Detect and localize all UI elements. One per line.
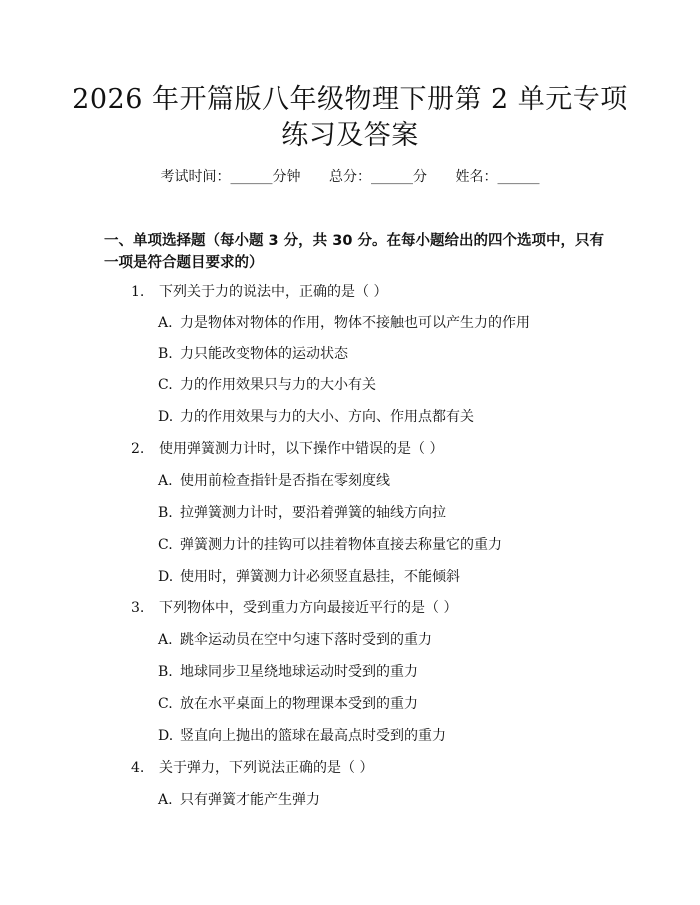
option-letter: C. — [158, 696, 173, 712]
option-1b — [158, 344, 348, 364]
option-text: 地球同步卫星绕地球运动时受到的重力 — [180, 664, 418, 680]
option-text: 力是物体对物体的作用，物体不接触也可以产生力的作用 — [180, 315, 530, 331]
question-number: 2. — [131, 441, 145, 457]
option-letter: A. — [158, 632, 173, 648]
question-4 — [131, 758, 373, 778]
question-number: 3. — [131, 600, 145, 616]
question-number: 4. — [131, 760, 145, 776]
question-3 — [131, 598, 457, 618]
option-letter: A. — [158, 792, 173, 808]
option-letter: A. — [158, 315, 173, 331]
option-2b — [158, 503, 446, 523]
section-heading: 一、单项选择题（每小题 3 分，共 30 分。在每小题给出的四个选项中，只有一项是符合题目要求的） — [104, 233, 604, 271]
option-letter: C. — [158, 537, 173, 553]
option-3b — [158, 662, 418, 682]
option-text: 弹簧测力计的挂钩可以挂着物体直接去称量它的重力 — [180, 537, 502, 553]
option-letter: A. — [158, 473, 173, 489]
option-letter: D. — [158, 728, 174, 744]
option-1c — [158, 375, 376, 395]
question-1 — [131, 282, 387, 302]
option-text: 力的作用效果只与力的大小有关 — [180, 377, 376, 393]
option-text: 只有弹簧才能产生弹力 — [180, 792, 320, 808]
option-2d — [158, 567, 460, 587]
option-4a — [158, 790, 320, 810]
document-title-line-1: 2026 年开篇版八年级物理下册第 2 单元专项 — [72, 84, 628, 115]
option-text: 放在水平桌面上的物理课本受到的重力 — [180, 696, 418, 712]
option-3d — [158, 726, 446, 746]
question-2 — [131, 439, 443, 459]
option-text: 力只能改变物体的运动状态 — [180, 346, 348, 362]
question-text: 下列物体中，受到重力方向最接近平行的是（ ） — [159, 600, 458, 616]
question-text: 使用弹簧测力计时，以下操作中错误的是（ ） — [159, 441, 444, 457]
question-number: 1. — [131, 284, 145, 300]
option-3c — [158, 694, 418, 714]
option-letter: B. — [158, 346, 173, 362]
document-title-line-2: 练习及答案 — [281, 120, 419, 151]
exam-time-field: 考试时间：______分钟 — [160, 169, 301, 185]
option-text: 跳伞运动员在空中匀速下落时受到的重力 — [180, 632, 432, 648]
option-letter: D. — [158, 409, 174, 425]
option-2c — [158, 535, 502, 555]
option-text: 力的作用效果与力的大小、方向、作用点都有关 — [180, 409, 474, 425]
option-1a — [158, 313, 530, 333]
option-letter: D. — [158, 569, 174, 585]
option-text: 使用前检查指针是否指在零刻度线 — [180, 473, 390, 489]
question-text: 下列关于力的说法中，正确的是（ ） — [159, 284, 388, 300]
option-letter: B. — [158, 505, 173, 521]
option-2a — [158, 471, 390, 491]
name-field: 姓名：______ — [455, 169, 540, 185]
question-text: 关于弹力，下列说法正确的是（ ） — [159, 760, 374, 776]
option-3a — [158, 630, 432, 650]
option-text: 使用时，弹簧测力计必须竖直悬挂，不能倾斜 — [180, 569, 460, 585]
option-text: 拉弹簧测力计时，要沿着弹簧的轴线方向拉 — [180, 505, 446, 521]
option-letter: C. — [158, 377, 173, 393]
option-1d — [158, 407, 474, 427]
option-text: 竖直向上抛出的篮球在最高点时受到的重力 — [180, 728, 446, 744]
option-letter: B. — [158, 664, 173, 680]
total-score-field: 总分：______分 — [329, 169, 427, 185]
exam-info — [0, 167, 700, 187]
